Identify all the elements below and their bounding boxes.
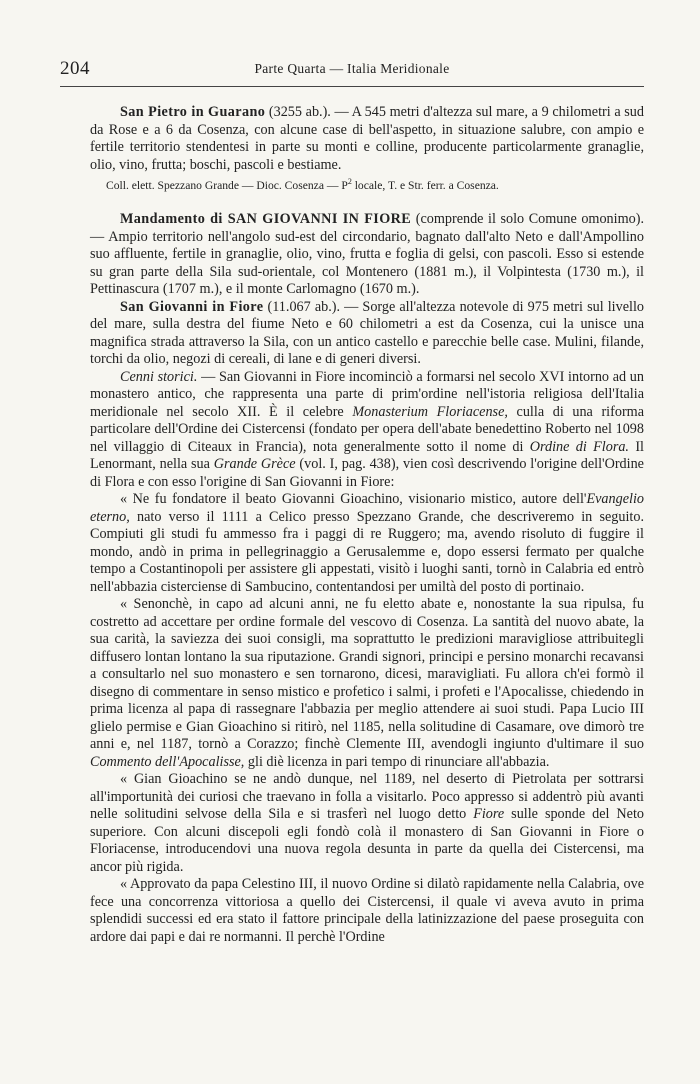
page-number: 204 bbox=[60, 58, 90, 79]
cenni-label: Cenni storici. bbox=[120, 368, 198, 385]
paragraph-mandamento bbox=[90, 211, 644, 299]
entry-text: (3255 ab.). — A 545 metri d'altezza sul mare, a 9 chilometri a sud da Rose e a 6 da Cosenza, con alcune case di bell'aspetto, in situazione salubre, con ampio e fertile territorio stendentesi in parte su monti e colline, producente particolarmente granaglie, olio, vino, frutta; boschi, pascoli e bestiame. bbox=[90, 104, 644, 173]
mandamento-heading: Mandamento di SAN GIOVANNI IN FIORE bbox=[120, 211, 412, 227]
quote-paragraph-4: « Approvato da papa Celestino III, il nuovo Ordine si dilatò rapidamente nella Calabria, ove fece una concorrenza vittoriosa a quello dei Cistercensi, il quale vi aveva avuto in prima splendidi successi ed era stato il fattore principale della latinizzazione del paese proseguita con ardore dai papi e dai re normanni. Il perchè l'Ordine bbox=[90, 876, 644, 945]
header-rule bbox=[60, 86, 644, 87]
page-body bbox=[90, 104, 644, 946]
page-header bbox=[60, 58, 644, 82]
paragraph-san-pietro bbox=[90, 104, 644, 174]
paragraph-san-giovanni bbox=[90, 299, 644, 369]
paragraph-cenni-storici: Cenni storici. — San Giovanni in Fiore incominciò a formarsi nel secolo XVI intorno ad un monastero antico, che rappresenta una parte di prim'ordine nell'istoria religiosa dell'Italia meridionale nel secolo XII. È il celebre Monasterium Floriacense, culla di una riforma particolare dell'Ordine dei Cistercensi (fondato per opera dell'abate benedettino Roberto nel 1098 nel villaggio di Citeaux in Francia), nota generalmente sotto il nome di Ordine di Flora. Il Lenormant, nella sua Grande Grèce (vol. I, pag. 438), vien così descrivendo l'origine dell'Ordine di Flora e con esso l'origine di San Giovanni in Fiore: bbox=[90, 368, 645, 490]
info-line-san-pietro: Coll. elett. Spezzano Grande — Dioc. Cosenza — $P^2$ locale, T. e Str. ferr. a Cosenza. bbox=[106, 177, 499, 192]
entry-heading: San Pietro in Guarano bbox=[120, 104, 266, 120]
running-title: Parte Quarta — Italia Meridionale bbox=[254, 61, 450, 76]
quote-paragraph-2: « Senonchè, in capo ad alcuni anni, ne fu eletto abate e, nonostante la sua ripulsa, fu costretto ad accettare per ordine formale del vescovo di Cosenza. La santità del nuovo abate, la sua carità, la saviezza dei suoi consigli, ma soprattutto le predizioni maravigliose attribuitegli diffusero lontan lontano la sua riputazione. Grandi signori, principi e persino monarchi recavansi a consultarlo nel suo monastero e sen tornarono, dicesi, maravigliati. Fu allora ch'ei formò il disegno di commentare in senso mistico e profetico i salmi, i profeti e l'Apocalisse, chiedendo in prima licenza al papa di rassegnare l'abbazia per meglio attendere ai suoi studi. Papa Lucio III glielo permise e Gian Gioachino si ritirò, nel 1185, nella solitudine di Casamare, ove dimorò tre anni e, nel 1187, tornò a Corazzo; finchè Clemente III, avendogli ingiunto d'ultimare il suo Commento dell'Apocalisse, gli diè licenza in pari tempo di rinunciare all'abbazia. bbox=[90, 596, 644, 770]
quote-paragraph-1: « Ne fu fondatore il beato Giovanni Gioachino, visionario mistico, autore dell'Evangelio eterno, nato verso il 1111 a Celico presso Spezzano Grande, che descriveremo in seguito. Compiuti gli studi fu ammesso fra i paggi di re Ruggero; ma, avendo risoluto di fuggire il mondo, andò in prima in pellegrinaggio a Gerusalemme e, dopo essersi fermato per qualche tempo a Costantinopoli per assistere gli appestati, visitò i luoghi santi, tornò in Calabria ed entrò nell'abbazia cisterciense di Sambucino, contentandosi per umiltà del posto di portinaio. bbox=[90, 491, 644, 595]
quote-paragraph-3: « Gian Gioachino se ne andò dunque, nel 1189, nel deserto di Pietrolata per sottrarsi all'importunità dei curiosi che traevano in folla a visitarlo. Poco appresso si addentrò più avanti nelle solitudini selvose della Sila e si trasferì nel luogo detto Fiore sulle sponde del Neto superiore. Con alcuni discepoli egli fondò colà il monastero di San Giovanni in Fiore o Floriacense, introducendovi una nuova regola desunta in parte da quella dei Cistercensi, ma ancor più rigida. bbox=[90, 771, 644, 875]
entry-heading: San Giovanni in Fiore bbox=[120, 298, 264, 315]
mandamento-text: (comprende il solo Comune omonimo). — Ampio territorio nell'angolo sud-est del circondario, bagnato dall'alto Neto e dall'Ampollino suo affluente, fertile in granaglie, olio, vino, frutta e foglia di gelsi, con pascoli. Esso si estende su gran parte della Sila sud-orientale, col Montenero (1881 m.), il Volpintesta (1730 m.), il Pettinascura (1707 m.), e il monte Carlomagno (1670 m.). bbox=[90, 211, 644, 297]
entry-text: (11.067 ab.). — Sorge all'altezza notevole di 975 metri sul livello del mare, sulla destra del fiume Neto e 60 chilometri a est da Cosenza, cui la unisce una magnifica strada attraverso la Sila, con un antico castello e parecchie belle case. Mulini, filande, torchi da olio, negozi di cereali, di lane e di generi diversi. bbox=[90, 298, 644, 367]
